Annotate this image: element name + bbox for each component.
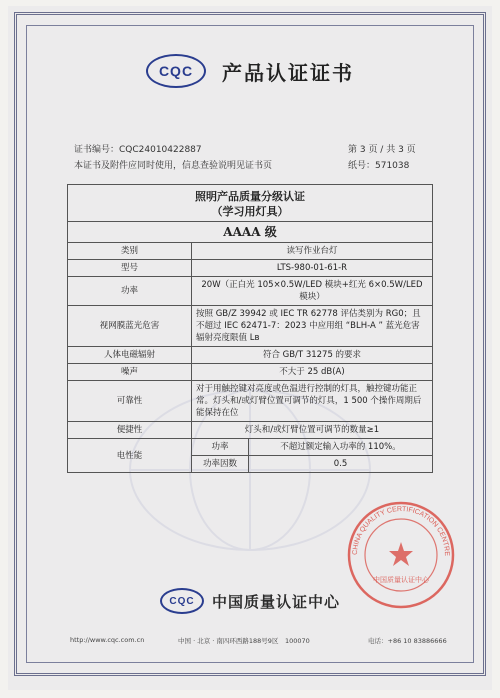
row-label: 噪声 (68, 364, 192, 381)
power-factor-label: 功率因数 (192, 456, 249, 473)
certificate-header (0, 54, 500, 88)
certificate-title: 产品认证证书 (222, 60, 354, 85)
row-value: 不大于 25 dB(A) (192, 364, 433, 381)
row-value: 对于用触控键对亮度或色温进行控制的灯具，触控键功能正常。灯头和/或灯臂位置可调节的灯具，1 500 个操作周期后能保持在位 (192, 381, 433, 422)
heading-line2: （学习用灯具） (211, 205, 289, 218)
table-row (68, 439, 433, 456)
seal-ring-text: CHINA QUALITY CERTIFICATION CENTRE (351, 505, 451, 557)
row-label: 功率 (68, 277, 192, 306)
row-value: 灯头和/或灯臂位置可调节的数量≥1 (192, 422, 433, 439)
row-label: 型号 (68, 260, 192, 277)
address-text: 中国 · 北京 · 南四环西路188号9区 100070 (178, 637, 310, 645)
table-row (68, 364, 433, 381)
row-label: 可靠性 (68, 381, 192, 422)
heading-line1: 照明产品质量分级认证 (195, 190, 305, 203)
phone-text: 电话：+86 10 83886666 (368, 637, 447, 645)
row-label: 视网膜蓝光危害 (68, 306, 192, 347)
row-label: 便捷性 (68, 422, 192, 439)
electrical-label: 电性能 (68, 439, 192, 473)
table-row (68, 381, 433, 422)
row-value: 符合 GB/T 31275 的要求 (192, 347, 433, 364)
row-value: 读写作业台灯 (192, 243, 433, 260)
grade-cell: AAAA 级 (68, 222, 433, 243)
table-row (68, 306, 433, 347)
table-heading (68, 185, 433, 222)
paper-number: 纸号：571038 (348, 161, 410, 171)
seal-inner-text: 中国质量认证中心 (373, 576, 429, 584)
row-value: 20W（正白光 105×0.5W/LED 模块+红光 6×0.5W/LED 模块） (192, 277, 433, 306)
certification-table (67, 184, 433, 473)
row-value: LTS-980-01-61-R (192, 260, 433, 277)
row-label: 类别 (68, 243, 192, 260)
power-value: 不超过额定输入功率的 110%。 (249, 439, 433, 456)
issuer-name: 中国质量认证中心 (211, 592, 340, 611)
cqc-logo: CQC (146, 54, 206, 88)
usage-note: 本证书及附件应同时使用，信息查验说明见证书页 (74, 161, 273, 171)
table-row (68, 260, 433, 277)
row-label: 人体电磁辐射 (68, 347, 192, 364)
table-row (68, 243, 433, 260)
page-info: 第 3 页 / 共 3 页 (348, 145, 416, 155)
issuer-footer (0, 588, 500, 614)
certificate-number: 证书编号：CQC24010422887 (74, 145, 202, 155)
cqc-footer-logo: CQC (160, 588, 204, 614)
power-label: 功率 (192, 439, 249, 456)
table-row (68, 347, 433, 364)
website-link[interactable]: http://www.cqc.com.cn (70, 636, 145, 644)
table-row (68, 277, 433, 306)
power-factor-value: 0.5 (249, 456, 433, 473)
row-value: 按照 GB/Z 39942 或 IEC TR 62778 评估类别为 RG0；且不超过 IEC 62471-7：2023 中应用组 “BLH-A ” 蓝光危害辐射亮度限值 Lв (192, 306, 433, 347)
table-row (68, 422, 433, 439)
